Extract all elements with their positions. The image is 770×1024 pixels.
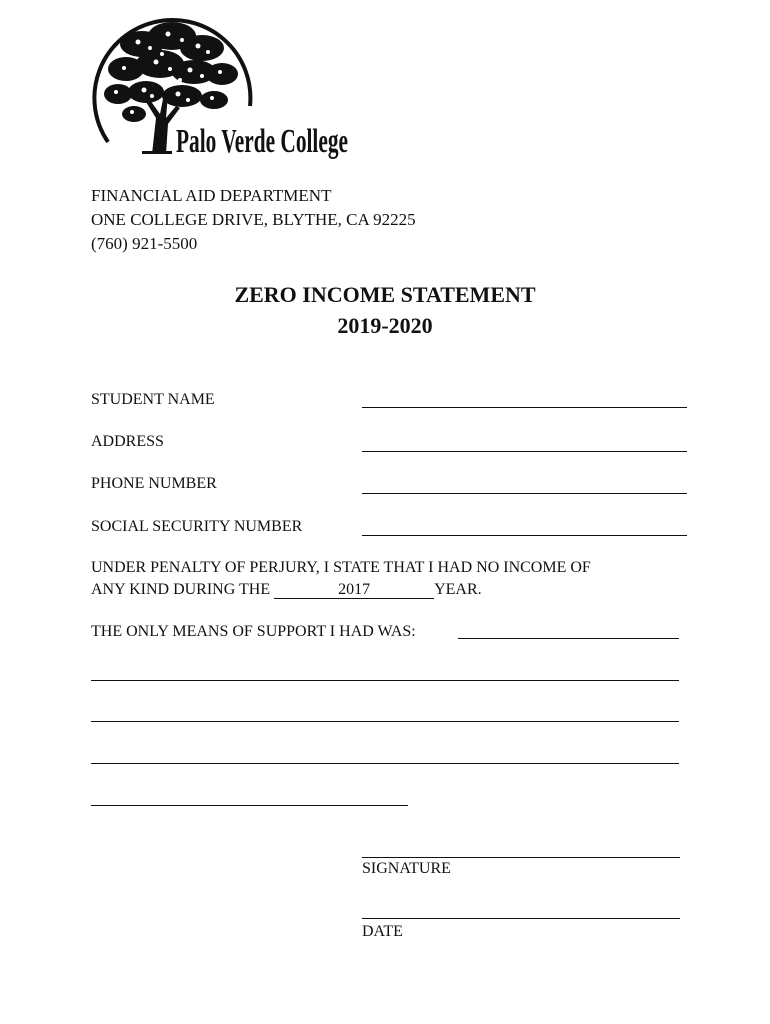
address-label: ADDRESS <box>91 433 164 450</box>
student-name-field[interactable] <box>362 407 687 408</box>
phone-number-label: PHONE NUMBER <box>91 475 217 492</box>
department-name: FINANCIAL AID DEPARTMENT <box>91 186 332 205</box>
signature-label: SIGNATURE <box>362 860 451 877</box>
support-line-3[interactable] <box>91 763 679 764</box>
college-logo <box>90 14 360 164</box>
perjury-statement-line1: UNDER PENALTY OF PERJURY, I STATE THAT I HAD NO INCOME OF <box>91 559 591 576</box>
support-line-1[interactable] <box>91 680 679 681</box>
means-of-support-field[interactable] <box>458 638 679 639</box>
phone-number-field[interactable] <box>362 493 687 494</box>
support-line-2[interactable] <box>91 721 679 722</box>
statement-prefix: ANY KIND DURING THE <box>91 581 271 598</box>
tree-logo-icon <box>90 14 360 164</box>
student-name-label: STUDENT NAME <box>91 391 215 408</box>
means-of-support-label: THE ONLY MEANS OF SUPPORT I HAD WAS: <box>91 623 416 640</box>
svg-text:Palo Verde College: Palo Verde College <box>176 123 348 160</box>
form-title: ZERO INCOME STATEMENT <box>234 282 536 307</box>
address-field[interactable] <box>362 451 687 452</box>
perjury-statement-line2 <box>91 579 482 601</box>
signature-field[interactable] <box>362 857 680 858</box>
department-address: ONE COLLEGE DRIVE, BLYTHE, CA 92225 <box>91 210 416 229</box>
statement-suffix: YEAR. <box>434 581 482 598</box>
form-year: 2019-2020 <box>337 313 433 338</box>
department-header <box>91 184 416 256</box>
date-field[interactable] <box>362 918 680 919</box>
department-phone: (760) 921-5500 <box>91 234 198 253</box>
ssn-field[interactable] <box>362 535 687 536</box>
date-label: DATE <box>362 923 403 940</box>
support-line-4[interactable] <box>91 805 408 806</box>
income-year-field[interactable]: 2017 <box>274 582 434 599</box>
ssn-label: SOCIAL SECURITY NUMBER <box>91 518 303 535</box>
